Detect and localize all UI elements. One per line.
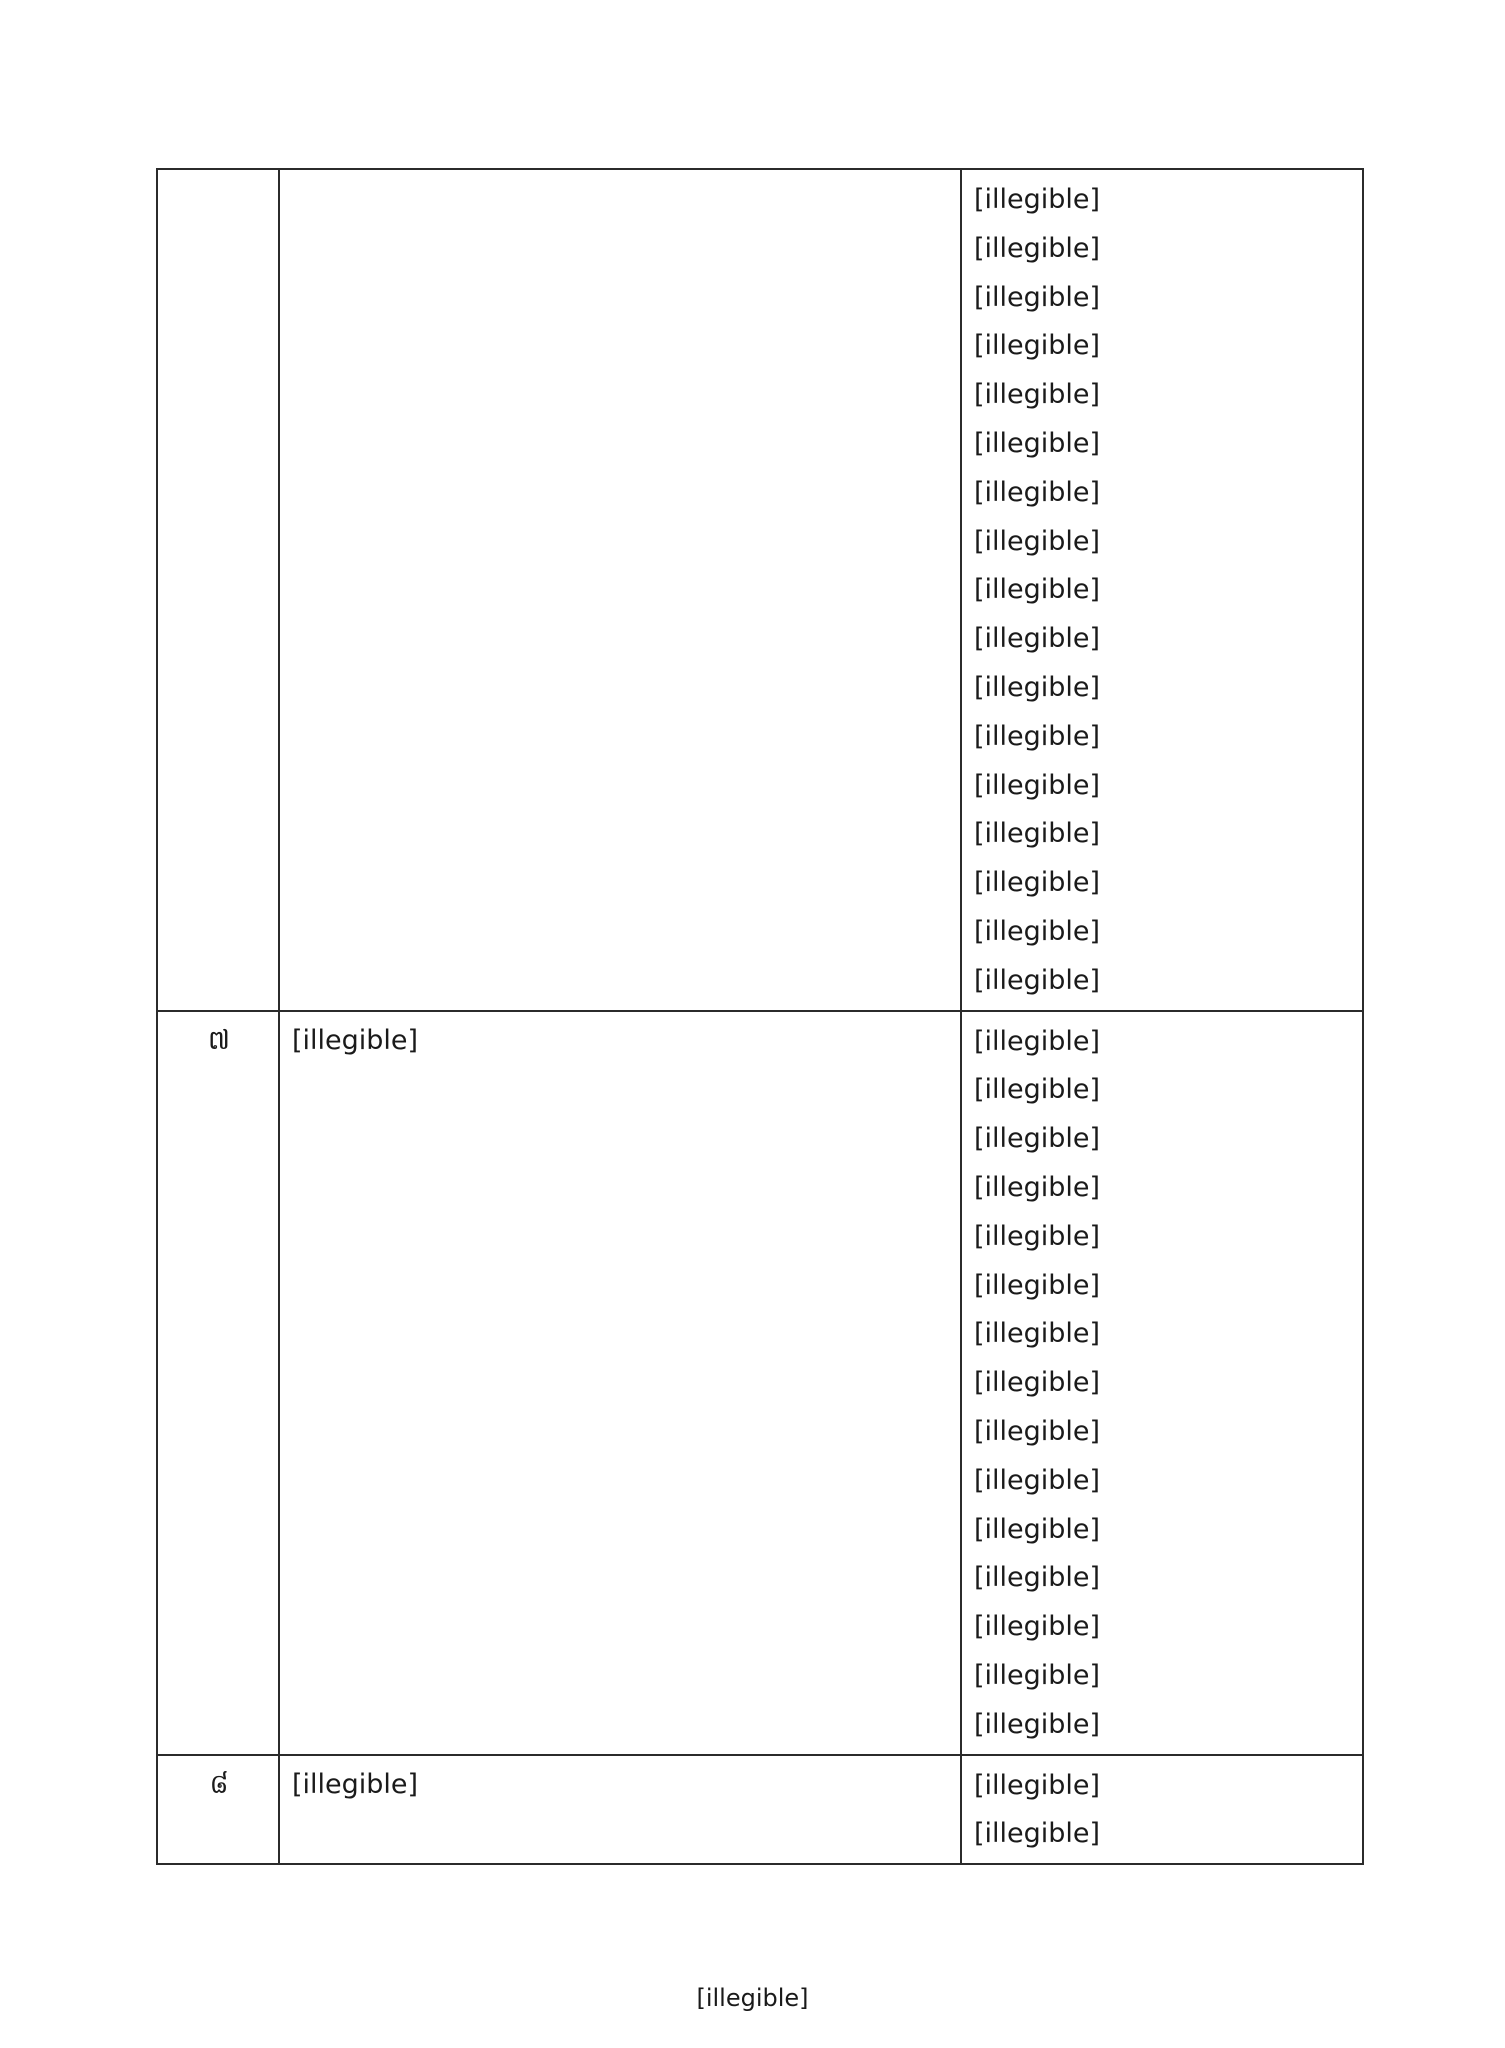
program-list xyxy=(961,1755,1363,1865)
program-item: [illegible] xyxy=(974,769,1101,801)
program-item: [illegible] xyxy=(974,427,1101,459)
institution-name xyxy=(279,169,961,1011)
program-item: [illegible] xyxy=(974,281,1101,313)
program-list xyxy=(961,1011,1363,1755)
institution-table xyxy=(156,168,1364,1865)
program-item: [illegible] xyxy=(974,232,1101,264)
program-item: [illegible] xyxy=(974,1074,1101,1106)
table-row xyxy=(157,169,1363,1011)
program-item: [illegible] xyxy=(974,915,1101,947)
program-item: [illegible] xyxy=(974,818,1101,850)
program-item: [illegible] xyxy=(974,525,1101,557)
program-item: [illegible] xyxy=(974,379,1101,411)
program-item: [illegible] xyxy=(974,1318,1101,1350)
table-row xyxy=(157,1755,1363,1865)
program-item: [illegible] xyxy=(974,1708,1101,1740)
program-item: [illegible] xyxy=(974,1269,1101,1301)
institution-name: [illegible] xyxy=(279,1755,961,1865)
program-item: [illegible] xyxy=(974,1025,1101,1057)
program-item: [illegible] xyxy=(974,623,1101,655)
program-item: [illegible] xyxy=(974,867,1101,899)
program-item: [illegible] xyxy=(974,1769,1101,1801)
institution-name: [illegible] xyxy=(279,1011,961,1755)
program-item: [illegible] xyxy=(974,574,1101,606)
program-item: [illegible] xyxy=(974,1415,1101,1447)
program-item: [illegible] xyxy=(974,964,1101,996)
program-item: [illegible] xyxy=(974,1464,1101,1496)
program-item: [illegible] xyxy=(974,1367,1101,1399)
program-item: [illegible] xyxy=(974,1123,1101,1155)
program-item: [illegible] xyxy=(974,476,1101,508)
page-footer: [illegible] xyxy=(696,1984,809,2012)
program-item: [illegible] xyxy=(974,1659,1101,1691)
program-item: [illegible] xyxy=(974,1171,1101,1203)
program-item: [illegible] xyxy=(974,1611,1101,1643)
program-item: [illegible] xyxy=(974,184,1101,215)
program-item: [illegible] xyxy=(974,1220,1101,1252)
program-item: [illegible] xyxy=(974,671,1101,703)
program-item: [illegible] xyxy=(974,720,1101,752)
program-item: [illegible] xyxy=(974,1818,1101,1850)
program-item: [illegible] xyxy=(974,1513,1101,1545)
program-item: [illegible] xyxy=(974,1562,1101,1594)
row-number xyxy=(157,169,279,1011)
program-list xyxy=(961,169,1363,1011)
table-row xyxy=(157,1011,1363,1755)
row-number: ៧ xyxy=(157,1011,279,1755)
program-item: [illegible] xyxy=(974,330,1101,362)
row-number: ៨ xyxy=(157,1755,279,1865)
